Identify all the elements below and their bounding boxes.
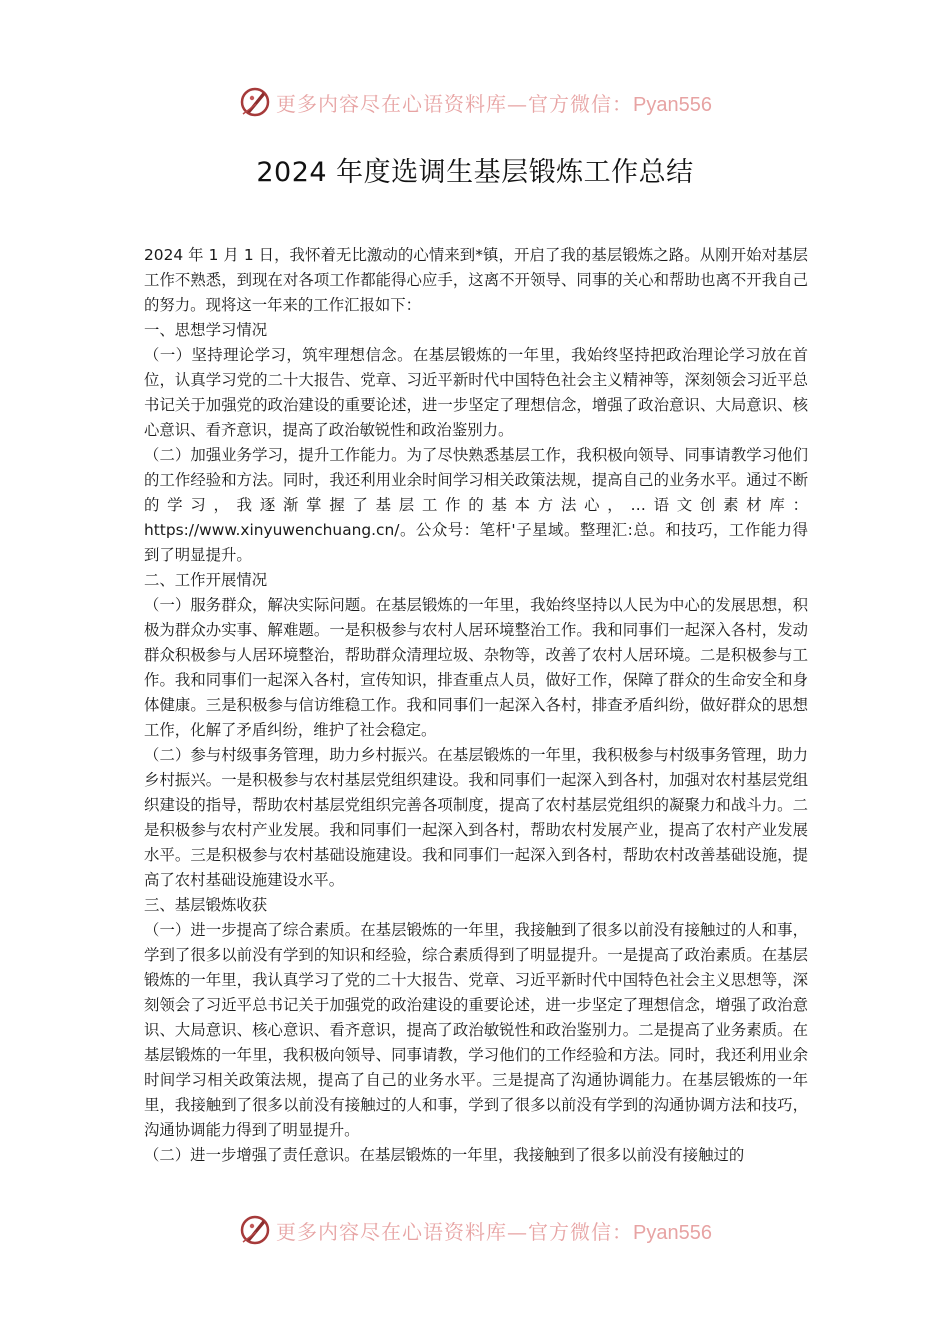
quill-logo-icon <box>238 1213 272 1247</box>
paragraph: （一）服务群众，解决实际问题。在基层锻炼的一年里，我始终坚持以人民为中心的发展思想，积极为群众办实事、解难题。一是积极参与农村人居环境整治工作。我和同事们一起深入各村，发动群众积极参与人居环境整治，帮助群众清理垃圾、杂物等，改善了农村人居环境。二是积极参与工作。我和同事们一起深入各村，宣传知识，排查重点人员，做好工作，保障了群众的生命安全和身体健康。三是积极参与信访维稳工作。我和同事们一起深入各村，排查矛盾纠纷，做好群众的思想工作，化解了矛盾纠纷，维护了社会稳定。 <box>144 596 808 739</box>
banner-text: 更多内容尽在心语资料库—官方微信：Pyan556 <box>276 1219 712 1244</box>
document-title: 2024 年度选调生基层锻炼工作总结 <box>256 157 694 188</box>
banner-wechat-id: Pyan556 <box>633 1221 712 1244</box>
paragraph: （二）加强业务学习，提升工作能力。为了尽快熟悉基层工作，我积极向领导、同事请教学习他们的工作经验和方法。同时，我还利用业余时间学习相关政策法规，提高自己的业务水平。通过不断的学习，我逐渐掌握了基层工作的基本方法心，…语文创素材库：https://www.xinyuwenchuang.cn/。公众号：笔杆'子星域。整理汇:总。和技巧，工作能力得到了明显提升。 <box>144 446 808 564</box>
paragraph: （一）坚持理论学习，筑牢理想信念。在基层锻炼的一年里，我始终坚持把政治理论学习放在首位，认真学习党的二十大报告、党章、习近平新时代中国特色社会主义精神等，深刻领会习近平总书记关于加强党的政治建设的重要论述，进一步坚定了理想信念，增强了政治意识、大局意识、核心意识、看齐意识，提高了政治敏锐性和政治鉴别力。 <box>144 346 808 439</box>
paragraph: 2024 年 1 月 1 日，我怀着无比激动的心情来到*镇，开启了我的基层锻炼之路。从刚开始对基层工作不熟悉，到现在对各项工作都能得心应手，这离不开领导、同事的关心和帮助也离不开我自己的努力。现将这一年来的工作汇报如下： <box>144 246 808 314</box>
section-heading: 三、基层锻炼收获 <box>144 896 268 914</box>
banner-text: 更多内容尽在心语资料库—官方微信：Pyan556 <box>276 91 712 116</box>
banner-wechat-id: Pyan556 <box>633 93 712 116</box>
paragraph: （一）进一步提高了综合素质。在基层锻炼的一年里，我接触到了很多以前没有接触过的人和事，学到了很多以前没有学到的知识和经验，综合素质得到了明显提升。一是提高了政治素质。在基层锻炼的一年里，我认真学习了党的二十大报告、党章、习近平新时代中国特色社会主义思想等，深刻领会了习近平总书记关于加强党的政治建设的重要论述，进一步坚定了理想信念，增强了政治意识、大局意识、核心意识、看齐意识，提高了政治敏锐性和政治鉴别力。二是提高了业务素质。在基层锻炼的一年里，我积极向领导、同事请教，学习他们的工作经验和方法。同时，我还利用业余时间学习相关政策法规，提高了自己的业务水平。三是提高了沟通协调能力。在基层锻炼的一年里，我接触到了很多以前没有接触过的人和事，学到了很多以前没有学到的沟通协调方法和技巧，沟通协调能力得到了明显提升。 <box>144 921 808 1139</box>
header-banner <box>0 82 950 122</box>
footer-banner <box>0 1210 950 1250</box>
section-heading: 二、工作开展情况 <box>144 571 268 589</box>
quill-logo-icon <box>238 85 272 119</box>
paragraph: （二）参与村级事务管理，助力乡村振兴。在基层锻炼的一年里，我积极参与村级事务管理，助力乡村振兴。一是积极参与农村基层党组织建设。我和同事们一起深入到各村，加强对农村基层党组织建设的指导，帮助农村基层党组织完善各项制度，提高了农村基层党组织的凝聚力和战斗力。二是积极参与农村产业发展。我和同事们一起深入到各村，帮助农村发展产业，提高了农村产业发展水平。三是积极参与农村基础设施建设。我和同事们一起深入到各村，帮助农村改善基础设施，提高了农村基础设施建设水平。 <box>144 746 808 889</box>
document-body <box>144 243 808 1168</box>
paragraph: （二）进一步增强了责任意识。在基层锻炼的一年里，我接触到了很多以前没有接触过的 <box>144 1146 745 1164</box>
section-heading: 一、思想学习情况 <box>144 321 268 339</box>
